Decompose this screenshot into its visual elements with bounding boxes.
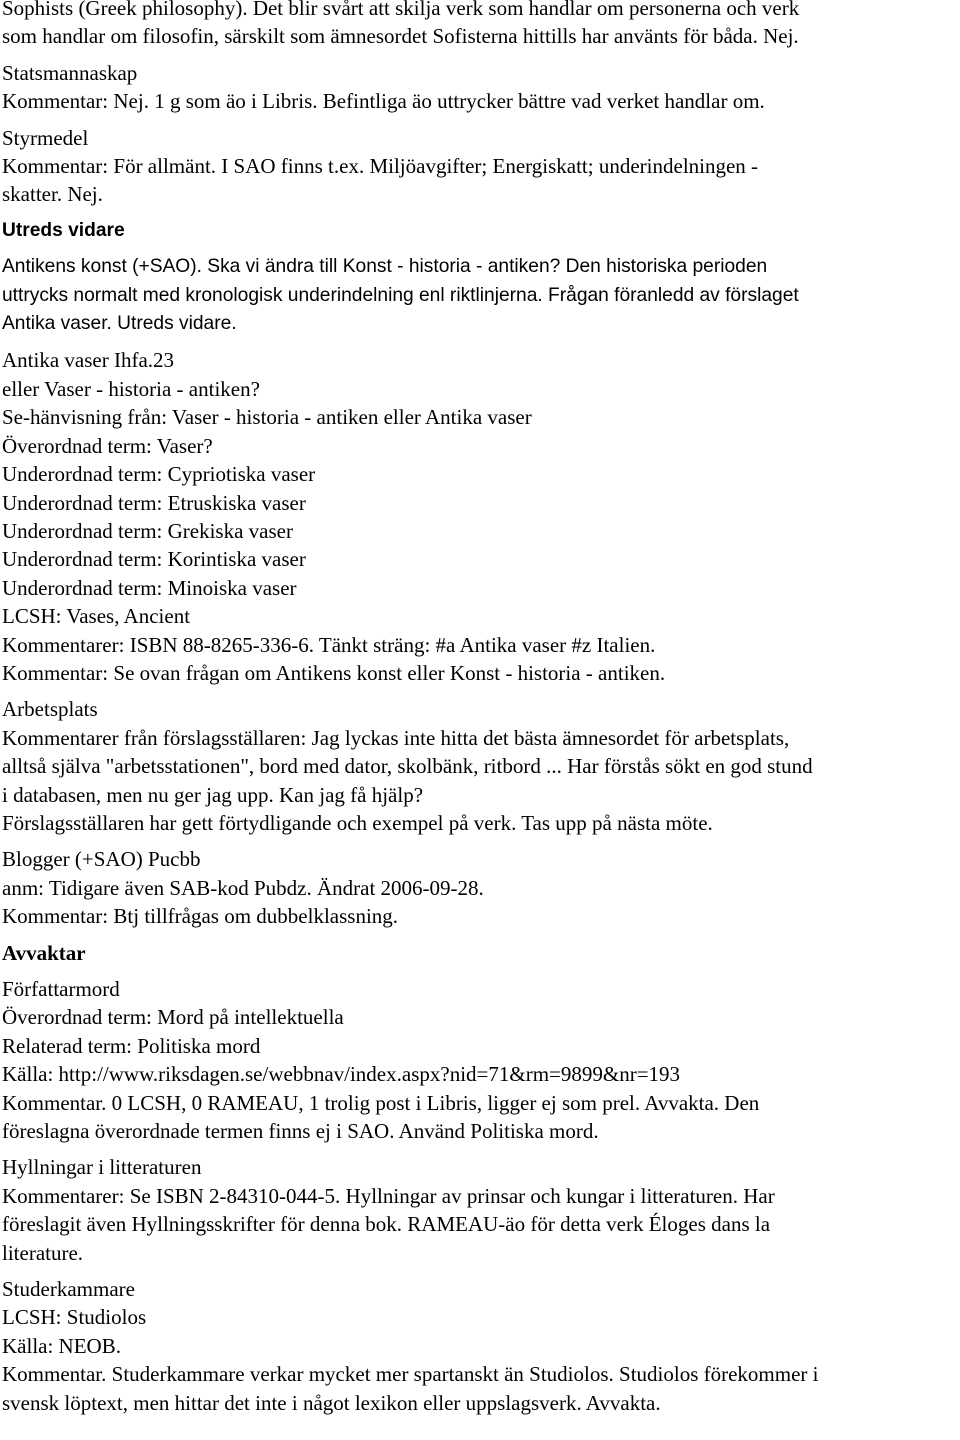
section-heading-avvaktar: Avvaktar — [2, 940, 86, 965]
entry-line: Kommentar: Btj tillfrågas om dubbelklassning. — [2, 904, 399, 929]
entry-line: föreslagna överordnade termen finns ej i SAO. Använd Politiska mord. — [2, 1119, 599, 1144]
entry-term: Studerkammare — [2, 1277, 135, 1302]
entry-antika-vaser — [2, 346, 960, 687]
entry-sophists — [2, 0, 960, 51]
entry-statsmannaskap — [2, 59, 960, 116]
entry-comment: skatter. Nej. — [2, 182, 103, 207]
entry-term: Hyllningar i litteraturen — [2, 1155, 202, 1180]
entry-blogger — [2, 845, 960, 930]
section-heading-utreds-vidare: Utreds vidare — [2, 219, 125, 241]
entry-line: Kommentar: Se ovan frågan om Antikens konst eller Konst - historia - antiken. — [2, 660, 666, 685]
paragraph-line: Antikens konst (+SAO). Ska vi ändra till Konst - historia - antiken? Den historiska perioden — [2, 256, 768, 278]
entry-studerkammare — [2, 1275, 960, 1417]
entry-line: Kommentarer: ISBN 88-8265-336-6. Tänkt sträng: #a Antika vaser #z Italien. — [2, 632, 656, 657]
entry-line: LCSH: Studiolos — [2, 1305, 147, 1330]
entry-line: Överordnad term: Mord på intellektuella — [2, 1005, 344, 1030]
entry-line: literature. — [2, 1240, 84, 1265]
paragraph-line: Sophists (Greek philosophy). Det blir svårt att skilja verk som handlar om personerna och verk — [2, 0, 800, 20]
entry-term: Styrmedel — [2, 125, 89, 150]
entry-line: Underordnad term: Cypriotiska vaser — [2, 462, 316, 487]
entry-line: LCSH: Vases, Ancient — [2, 604, 191, 629]
entry-hyllningar — [2, 1153, 960, 1267]
entry-line: anm: Tidigare även SAB-kod Pubdz. Ändrat 2006-09-28. — [2, 875, 484, 900]
entry-line: svensk löptext, men hittar det inte i något lexikon eller uppslagsverk. Avvakta. — [2, 1390, 661, 1415]
entry-line: Kommentarer: Se ISBN 2-84310-044-5. Hyllningar av prinsar och kungar i litteraturen. Har — [2, 1183, 775, 1208]
entry-line: Kommentar. 0 LCSH, 0 RAMEAU, 1 trolig post i Libris, ligger ej som prel. Avvakta. Den — [2, 1090, 760, 1115]
entry-term: Statsmannaskap — [2, 60, 138, 85]
entry-source: Källa: http://www.riksdagen.se/webbnav/index.aspx?nid=71&rm=9899&nr=193 — [2, 1062, 681, 1087]
entry-comment: Kommentar: För allmänt. I SAO finns t.ex. Miljöavgifter; Energiskatt; underindelningen - — [2, 154, 759, 179]
entry-line: Underordnad term: Korintiska vaser — [2, 547, 306, 572]
entry-arbetsplats — [2, 695, 960, 837]
entry-term: Blogger (+SAO) Pucbb — [2, 847, 201, 872]
entry-comment: Kommentar: Nej. 1 g som äo i Libris. Befintliga äo uttrycker bättre vad verket handlar om. — [2, 89, 765, 114]
entry-line: Underordnad term: Grekiska vaser — [2, 518, 293, 543]
entry-term: Antika vaser Ihfa.23 — [2, 348, 175, 373]
entry-line: Underordnad term: Minoiska vaser — [2, 575, 297, 600]
entry-antikens-konst — [2, 253, 960, 338]
entry-line: alltså själva "arbetsstationen", bord med dator, skolbänk, ritbord ... Har förstås sökt en god stund — [2, 754, 813, 779]
entry-line: i databasen, men nu ger jag upp. Kan jag få hjälp? — [2, 782, 424, 807]
entry-term: Författarmord — [2, 977, 120, 1001]
entry-line: Kommentarer från förslagsställaren: Jag lyckas inte hitta det bästa ämnesordet för arbetsplats, — [2, 725, 790, 750]
entry-line: Se-hänvisning från: Vaser - historia - antiken eller Antika vaser — [2, 405, 532, 430]
entry-line: Underordnad term: Etruskiska vaser — [2, 490, 306, 515]
entry-styrmedel — [2, 124, 960, 209]
paragraph-line: uttrycks normalt med kronologisk underindelning enl riktlinjerna. Frågan föranledd av förslaget — [2, 284, 799, 306]
paragraph-line: som handlar om filosofin, särskilt som ämnesordet Sofisterna hittills har använts för båda. Nej. — [2, 24, 799, 49]
entry-line: Förslagsställaren har gett förtydligande och exempel på verk. Tas upp på nästa möte. — [2, 810, 713, 835]
entry-line: eller Vaser - historia - antiken? — [2, 376, 260, 401]
paragraph-line: Antika vaser. Utreds vidare. — [2, 313, 237, 335]
entry-line: Kommentar. Studerkammare verkar mycket mer spartanskt än Studiolos. Studiolos förekommer i — [2, 1362, 819, 1387]
entry-term: Arbetsplats — [2, 697, 98, 722]
entry-forfattarmord — [2, 975, 960, 1145]
entry-line: Överordnad term: Vaser? — [2, 433, 213, 458]
entry-line: föreslagit även Hyllningsskrifter för denna bok. RAMEAU-äo för detta verk Éloges dans la — [2, 1212, 771, 1237]
entry-line: Källa: NEOB. — [2, 1333, 121, 1358]
entry-line: Relaterad term: Politiska mord — [2, 1033, 261, 1058]
